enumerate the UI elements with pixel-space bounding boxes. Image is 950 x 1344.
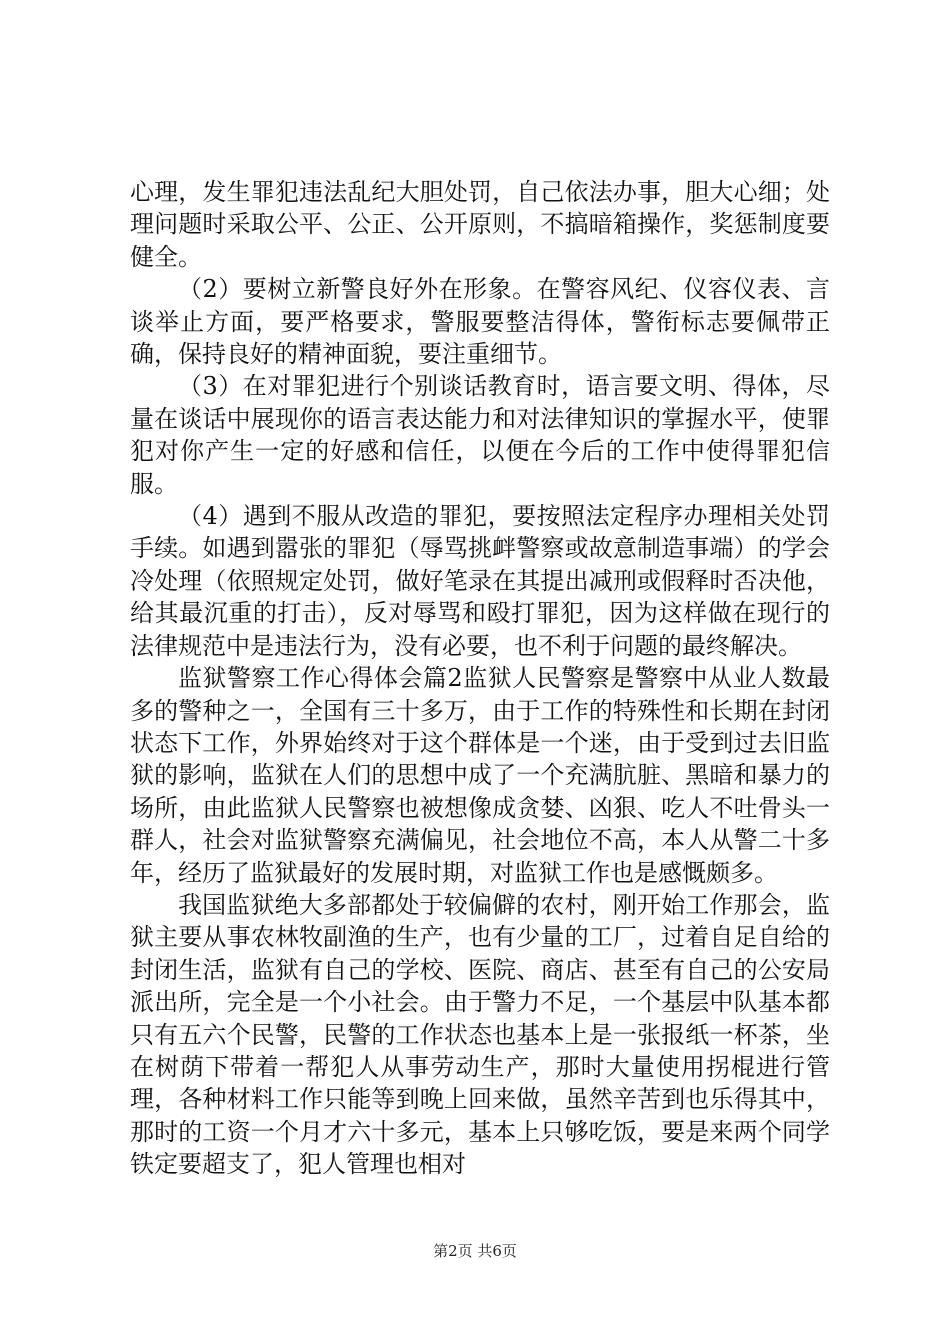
paragraph-3: （3）在对罪犯进行个别谈话教育时，语言要文明、得体，尽量在谈话中展现你的语言表达能力和对法律知识的掌握水平，使罪犯对你产生一定的好感和信任，以便在今后的工作中使得罪犯信服。 — [130, 372, 830, 498]
paragraph-5: 监狱警察工作心得体会篇2监狱人民警察是警察中从业人数最多的警种之一，全国有三十多万，由于工作的特殊性和长期在封闭状态下工作，外界始终对于这个群体是一个迷，由于受到过去旧监狱的影响，监狱在人们的思想中成了一个充满肮脏、黑暗和暴力的场所，由此监狱人民警察也被想像成贪婪、凶狠、吃人不吐骨头一群人，社会对监狱警察充满偏见，社会地位不高，本人从警二十多年，经历了监狱最好的发展时期，对监狱工作也是感慨颇多。 — [130, 664, 830, 887]
paragraph-2: （2）要树立新警良好外在形象。在警容风纪、仪容仪表、言谈举止方面，要严格要求，警服要整洁得体，警衔标志要佩带正确，保持良好的精神面貌，要注重细节。 — [130, 275, 830, 369]
document-body — [130, 176, 830, 1181]
page-footer — [0, 1240, 950, 1261]
paragraph-1: 心理，发生罪犯违法乱纪大胆处罚，自己依法办事，胆大心细；处理问题时采取公平、公正、公开原则，不搞暗箱操作，奖惩制度要健全。 — [130, 178, 830, 271]
page-number-label: 第2页 共6页 — [433, 1242, 517, 1260]
paragraph-4: （4）遇到不服从改造的罪犯，要按照法定程序办理相关处罚手续。如遇到嚣张的罪犯（辱骂挑衅警察或故意制造事端）的学会冷处理（依照规定处罚，做好笔录在其提出减刑或假释时否决他，给其最沉重的打击），反对辱骂和殴打罪犯，因为这样做在现行的法律规范中是违法行为，没有必要，也不利于问题的最终解决。 — [130, 502, 830, 660]
paragraph-6: 我国监狱绝大多部都处于较偏僻的农村，刚开始工作那会，监狱主要从事农林牧副渔的生产，也有少量的工厂，过着自足自给的封闭生活，监狱有自己的学校、医院、商店、甚至有自己的公安局派出所，完全是一个小社会。由于警力不足，一个基层中队基本都只有五六个民警，民警的工作状态也基本上是一张报纸一杯茶，坐在树荫下带着一帮犯人从事劳动生产，那时大量使用拐棍进行管理，各种材料工作只能等到晚上回来做，虽然辛苦到也乐得其中，那时的工资一个月才六十多元，基本上只够吃饭，要是来两个同学铁定要超支了，犯人管理也相对 — [130, 890, 830, 1179]
